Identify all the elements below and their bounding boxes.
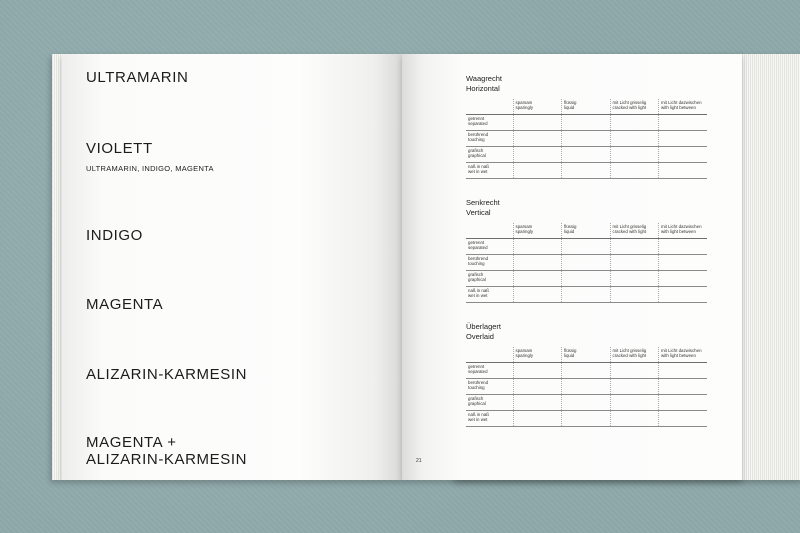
- heading-indigo: INDIGO: [86, 227, 143, 244]
- row-label: grafisch graphical: [466, 147, 513, 163]
- corner-cell: [466, 223, 513, 239]
- heading-ultramarin: ULTRAMARIN: [86, 69, 189, 86]
- column-header: mit Licht dazwischen with light between: [659, 223, 708, 239]
- section-horizontal: [466, 74, 707, 179]
- heading-magenta-alizarin-line1: MAGENTA +: [86, 434, 177, 451]
- column-header: mit Licht dazwischen with light between: [659, 99, 708, 115]
- row-label: getrennt separated: [466, 239, 513, 255]
- left-page: [62, 54, 402, 480]
- table-row: [466, 163, 707, 179]
- table-row: [466, 131, 707, 147]
- column-header: sparsam sparingly: [513, 223, 562, 239]
- section-title: Überlagert Overlaid: [466, 322, 502, 341]
- header-row: [466, 99, 707, 115]
- observation-grid: [466, 223, 707, 303]
- column-header: flüssig liquid: [562, 223, 611, 239]
- corner-cell: [466, 347, 513, 363]
- page-number: 21: [416, 458, 422, 464]
- row-label: getrennt separated: [466, 115, 513, 131]
- row-label: grafisch graphical: [466, 395, 513, 411]
- heading-violett: VIOLETT: [86, 140, 153, 157]
- observation-grid: [466, 347, 707, 427]
- column-header: mit Licht dazwischen with light between: [659, 347, 708, 363]
- table-row: [466, 379, 707, 395]
- right-page: [402, 54, 742, 480]
- row-label: grafisch graphical: [466, 271, 513, 287]
- column-header: sparsam sparingly: [513, 99, 562, 115]
- row-label: berührend touching: [466, 379, 513, 395]
- column-header: mit Licht grisselig cracked with light: [610, 223, 659, 239]
- section-overlaid: [466, 322, 707, 427]
- section-vertical: [466, 198, 707, 303]
- table-row: [466, 115, 707, 131]
- column-header: sparsam sparingly: [513, 347, 562, 363]
- heading-magenta: MAGENTA: [86, 296, 164, 313]
- table-row: [466, 255, 707, 271]
- row-label: getrennt separated: [466, 363, 513, 379]
- table-row: [466, 239, 707, 255]
- row-label: berührend touching: [466, 255, 513, 271]
- table-row: [466, 395, 707, 411]
- row-label: naß in naß wet in wet: [466, 163, 513, 179]
- table-row: [466, 147, 707, 163]
- subheading-violett-mix: ULTRAMARIN, INDIGO, MAGENTA: [86, 164, 214, 173]
- open-book: [52, 54, 748, 480]
- row-label: naß in naß wet in wet: [466, 287, 513, 303]
- header-row: [466, 223, 707, 239]
- column-header: flüssig liquid: [562, 99, 611, 115]
- column-header: mit Licht grisselig cracked with light: [610, 347, 659, 363]
- column-header: mit Licht grisselig cracked with light: [610, 99, 659, 115]
- corner-cell: [466, 99, 513, 115]
- table-row: [466, 271, 707, 287]
- row-label: berührend touching: [466, 131, 513, 147]
- table-row: [466, 411, 707, 427]
- row-label: naß in naß wet in wet: [466, 411, 513, 427]
- section-title: Waagrecht Horizontal: [466, 74, 502, 93]
- heading-magenta-alizarin-line2: ALIZARIN-KARMESIN: [86, 451, 248, 468]
- column-header: flüssig liquid: [562, 347, 611, 363]
- section-title: Senkrecht Vertical: [466, 198, 500, 217]
- table-row: [466, 287, 707, 303]
- heading-alizarin-karmesin: ALIZARIN-KARMESIN: [86, 366, 248, 383]
- table-row: [466, 363, 707, 379]
- observation-grid: [466, 99, 707, 179]
- header-row: [466, 347, 707, 363]
